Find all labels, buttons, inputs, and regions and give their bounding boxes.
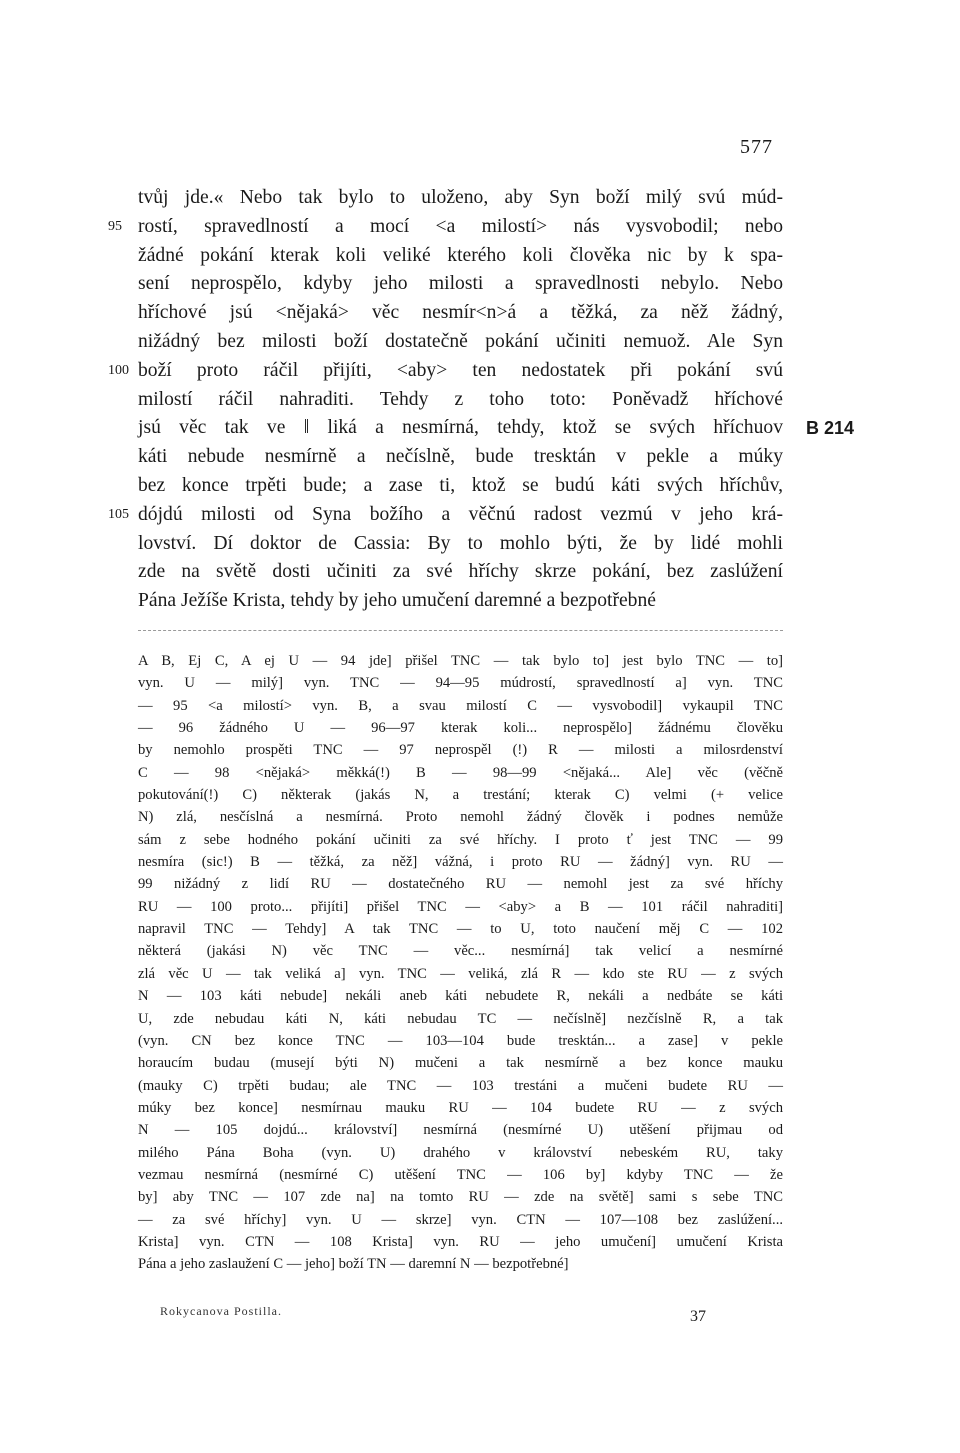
line-text: bez konce trpěti bude; a zase ti, ktož se budú káti svých hříchův, — [138, 474, 783, 496]
line-text: káti nebude nesmírně a nečíslně, bude tresktán v pekle a múky — [138, 446, 783, 468]
line-text: dójdú milosti od Syna božího a věčnú radost vezmú v jeho krá- — [138, 503, 783, 525]
apparatus-line: N — 105 dojdú... království] nesmírná (nesmírné U) utěšení přijmau od — [138, 1122, 783, 1139]
text-line — [138, 328, 783, 357]
margin-reference: B 214 — [806, 418, 855, 439]
apparatus-line: napravil TNC — Tehdy] A tak TNC — to U, toto naučení měj C — 102 — [138, 921, 783, 938]
apparatus-line: sám z sebe hodného pokání učiniti za své hříchy. I proto ť jest TNC — 99 — [138, 831, 783, 848]
text-line — [108, 357, 783, 386]
line-text: nižádný bez milosti boží dostatečně pokání učiniti nemuož. Ale Syn — [138, 330, 783, 352]
apparatus-line: některá (jakási N) věc TNC — věc... nesmírná] tak velicí a nesmírné — [138, 943, 783, 960]
line-number: 105 — [108, 506, 129, 522]
line-text: lovství. Dí doktor de Cassia: By to mohlo býti, že by lidé mohli — [138, 532, 783, 554]
line-text: zde na světě dosti učiniti za své hříchy skrze pokání, bez zaslúžení — [138, 561, 783, 583]
line-text: tvůj jde.« Nebo tak bylo to uloženo, aby Syn boží milý svú múd- — [138, 187, 783, 208]
apparatus-line: Pána a jeho zaslaužení C — jeho] boží TN — daremní N — bezpotřebné] — [138, 1256, 569, 1273]
apparatus-line: A B, Ej C, A ej U — 94 jde] přišel TNC — tak bylo to] jest bylo TNC — to] — [138, 653, 783, 669]
apparatus-line: 99 nižádný z lidí RU — dostatečného RU — nemohl jest za své hříchy — [138, 876, 783, 893]
text-line — [138, 184, 783, 213]
line-text: hříchové jsú <nějaká> věc nesmír<n>á a těžká, za něž žádný, — [138, 302, 783, 324]
apparatus-line: by nemohlo prospěti TNC — 97 neprospěl (!) R — milosti a milosrdenství — [138, 742, 783, 759]
footnote-divider — [138, 630, 783, 631]
apparatus-line: (mauky C) trpěti budau; ale TNC — 103 trestáni a mučeni budete RU — — [138, 1077, 783, 1094]
line-text: milostí ráčil nahraditi. Tehdy z toho toto: Poněvadž hříchové — [138, 388, 783, 410]
line-text: žádné pokání kterak koli veliké kterého koli člověka nic by k spa- — [138, 244, 783, 266]
apparatus-line: C — 98 <nějaká> měkká(!) B — 98—99 <nějaká... Ale] věc (věčně — [138, 764, 783, 781]
text-line — [138, 299, 783, 328]
text-line — [108, 501, 783, 530]
apparatus-line: vezmau nesmírná (nesmírné C) utěšení TNC — 106 by] kdyby TNC — že — [138, 1166, 783, 1183]
apparatus-line: Krista] vyn. CTN — 108 Krista] vyn. RU — jeho umučení] umučení Krista — [138, 1233, 783, 1250]
text-line — [138, 386, 783, 415]
footer-title: Rokycanova Postilla. — [160, 1304, 282, 1318]
apparatus-line: N — 103 káti nebude] nekáli aneb káti nebudete R, nekáli a nedbáte se káti — [138, 988, 783, 1005]
apparatus-line: pokutování(!) C) některak (jakás N, a trestání; kterak C) velmi (+ velice — [138, 787, 783, 804]
text-line — [138, 558, 783, 587]
line-text: rostí, spravedlností a mocí <a milostí> nás vysvobodil; nebo — [138, 215, 783, 237]
apparatus-line: vyn. U — milý] vyn. TNC — 94—95 múdrostí, spravedlností a] vyn. TNC — [138, 675, 783, 692]
apparatus-line: nesmíra (sic!) B — těžká, za něž] vážná, i proto RU — žádný] vyn. RU — — [138, 854, 783, 871]
text-line — [138, 472, 783, 501]
apparatus-line: N) zlá, nesčíslná a nesmírná. Proto nemohl žádný člověk i podnes nemůže — [138, 809, 783, 826]
apparatus-line: (vyn. CN bez konce TNC — 103—104 bude tresktán... a zase] v pekle — [138, 1032, 783, 1049]
apparatus-line: zlá věc U — tak veliká a] vyn. TNC — veliká, zlá R — kdo ste RU — z svých — [138, 965, 783, 982]
apparatus-line: U, zde nebudau káti N, káti nebudau TC — nečíslně] nezčíslně R, a tak — [138, 1010, 783, 1027]
main-text — [108, 184, 855, 616]
apparatus-line: horaucím budau (musejí býti N) mučeni a tak nesmírně a bez konce mauku — [138, 1055, 783, 1072]
apparatus-line: — za své hříchy] vyn. U — skrze] vyn. CTN — 107—108 bez zaslúžení... — [138, 1211, 783, 1228]
text-line — [138, 587, 783, 616]
line-text: Pána Ježíše Krista, tehdy by jeho umučení daremné a bezpotřebné — [138, 590, 656, 612]
critical-apparatus — [138, 650, 783, 1276]
line-text: boží proto ráčil přijíti, <aby> ten nedostatek při pokání svú — [138, 359, 783, 381]
text-line — [138, 270, 783, 299]
apparatus-line: by] aby TNC — 107 zde na] na tomto RU — zde na světě] sami s sebe TNC — [138, 1189, 783, 1206]
line-number: 95 — [108, 218, 122, 234]
apparatus-line: múky bez konce] nesmírnau mauku RU — 104 budete RU — z svých — [138, 1099, 783, 1116]
apparatus-line: RU — 100 proto... přijíti] přišel TNC — <aby> a B — 101 ráčil nahraditi] — [138, 898, 783, 915]
text-line — [138, 242, 783, 271]
apparatus-line: — 96 žádného U — 96—97 kterak koli... neprospělo] žádnému člověku — [138, 720, 783, 737]
text-line — [138, 443, 783, 472]
line-text: sení neprospělo, kdyby jeho milosti a spravedlnosti nebylo. Nebo — [138, 273, 783, 295]
apparatus-line: — 95 <a milostí> vyn. B, a svau milostí C — vysvobodil] vykaupil TNC — [138, 697, 783, 714]
line-text: jsú věc tak ve ‖ liká a nesmírná, tehdy, ktož se svých hříchuov — [138, 417, 783, 439]
page-number: 577 — [740, 136, 773, 158]
text-line — [108, 213, 783, 242]
apparatus-line: milého Pána Boha (vyn. U) drahého v království nebeském RU, taky — [138, 1144, 783, 1161]
line-number: 100 — [108, 362, 129, 378]
signature-mark: 37 — [690, 1308, 706, 1325]
text-line — [138, 414, 855, 443]
text-line — [138, 530, 783, 559]
